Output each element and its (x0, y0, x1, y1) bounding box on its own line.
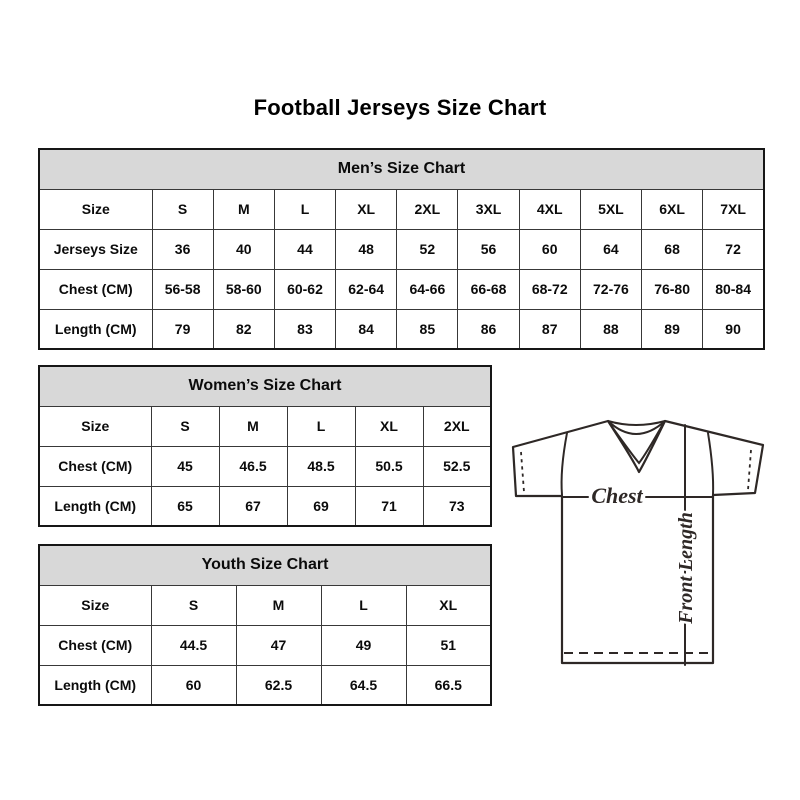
table-row (39, 585, 491, 625)
cell: 71 (355, 486, 423, 526)
table-caption-row (39, 545, 491, 585)
row-label: Size (39, 189, 152, 229)
cell: 72-76 (580, 269, 641, 309)
cell: XL (355, 406, 423, 446)
cell: 2XL (423, 406, 491, 446)
cell: 52 (397, 229, 458, 269)
cell: 5XL (580, 189, 641, 229)
right-cuff-dashed-line (748, 450, 751, 490)
cell: 40 (213, 229, 274, 269)
mens-size-table (38, 148, 765, 350)
table-row (39, 309, 764, 349)
cell: M (236, 585, 321, 625)
cell: 60 (151, 665, 236, 705)
cell: 36 (152, 229, 213, 269)
cell: 56 (458, 229, 519, 269)
cell: M (219, 406, 287, 446)
row-label: Chest (CM) (39, 625, 151, 665)
cell: 56-58 (152, 269, 213, 309)
table-row (39, 269, 764, 309)
cell: 67 (219, 486, 287, 526)
cell: 2XL (397, 189, 458, 229)
table-row (39, 625, 491, 665)
cell: 64-66 (397, 269, 458, 309)
jersey-measurement-diagram (505, 408, 767, 670)
table-caption-row (39, 366, 491, 406)
cell: 48.5 (287, 446, 355, 486)
cell: S (151, 585, 236, 625)
cell: 44.5 (151, 625, 236, 665)
table-row (39, 229, 764, 269)
cell: 50.5 (355, 446, 423, 486)
cell: 85 (397, 309, 458, 349)
cell: L (287, 406, 355, 446)
collar-top-line (608, 421, 665, 425)
cell: 69 (287, 486, 355, 526)
cell: 51 (406, 625, 491, 665)
cell: 44 (274, 229, 335, 269)
cell: 52.5 (423, 446, 491, 486)
cell: 68-72 (519, 269, 580, 309)
cell: 66.5 (406, 665, 491, 705)
cell: 66-68 (458, 269, 519, 309)
left-armhole-seam (562, 433, 567, 495)
cell: 65 (151, 486, 219, 526)
row-label: Length (CM) (39, 486, 151, 526)
cell: 46.5 (219, 446, 287, 486)
cell: 60 (519, 229, 580, 269)
row-label: Chest (CM) (39, 269, 152, 309)
cell: 86 (458, 309, 519, 349)
chest-label: Chest (591, 483, 643, 508)
womens-size-table (38, 365, 492, 527)
cell: 80-84 (703, 269, 764, 309)
cell: 68 (642, 229, 703, 269)
left-cuff-dashed-line (521, 452, 524, 492)
cell: 64.5 (321, 665, 406, 705)
page-title: Football Jerseys Size Chart (253, 95, 547, 120)
table-row (39, 665, 491, 705)
cell: 60-62 (274, 269, 335, 309)
cell: M (213, 189, 274, 229)
cell: 62.5 (236, 665, 321, 705)
mens-table-title: Men’s Size Chart (39, 149, 764, 189)
youth-table-title: Youth Size Chart (39, 545, 491, 585)
row-label: Chest (CM) (39, 446, 151, 486)
row-label: Jerseys Size (39, 229, 152, 269)
table-row (39, 406, 491, 446)
table-row (39, 486, 491, 526)
cell: 84 (336, 309, 397, 349)
cell: 89 (642, 309, 703, 349)
jersey-diagram-svg (505, 408, 767, 670)
row-label: Size (39, 585, 151, 625)
cell: 3XL (458, 189, 519, 229)
cell: L (321, 585, 406, 625)
row-label: Length (CM) (39, 665, 151, 705)
cell: 87 (519, 309, 580, 349)
cell: S (151, 406, 219, 446)
cell: 6XL (642, 189, 703, 229)
cell: XL (406, 585, 491, 625)
cell: 90 (703, 309, 764, 349)
table-row (39, 446, 491, 486)
cell: S (152, 189, 213, 229)
cell: 47 (236, 625, 321, 665)
cell: 73 (423, 486, 491, 526)
front-length-label: Front Length (675, 512, 697, 624)
cell: 72 (703, 229, 764, 269)
cell: 45 (151, 446, 219, 486)
row-label: Size (39, 406, 151, 446)
youth-size-table (38, 544, 492, 706)
cell: 82 (213, 309, 274, 349)
cell: 58-60 (213, 269, 274, 309)
cell: 7XL (703, 189, 764, 229)
cell: 48 (336, 229, 397, 269)
row-label: Length (CM) (39, 309, 152, 349)
cell: L (274, 189, 335, 229)
jersey-outline-shape (513, 421, 763, 663)
table-row (39, 189, 764, 229)
cell: XL (336, 189, 397, 229)
womens-table-title: Women’s Size Chart (39, 366, 491, 406)
cell: 62-64 (336, 269, 397, 309)
cell: 79 (152, 309, 213, 349)
cell: 76-80 (642, 269, 703, 309)
cell: 49 (321, 625, 406, 665)
table-caption-row (39, 149, 764, 189)
cell: 88 (580, 309, 641, 349)
right-armhole-seam (708, 433, 713, 495)
cell: 83 (274, 309, 335, 349)
cell: 4XL (519, 189, 580, 229)
cell: 64 (580, 229, 641, 269)
